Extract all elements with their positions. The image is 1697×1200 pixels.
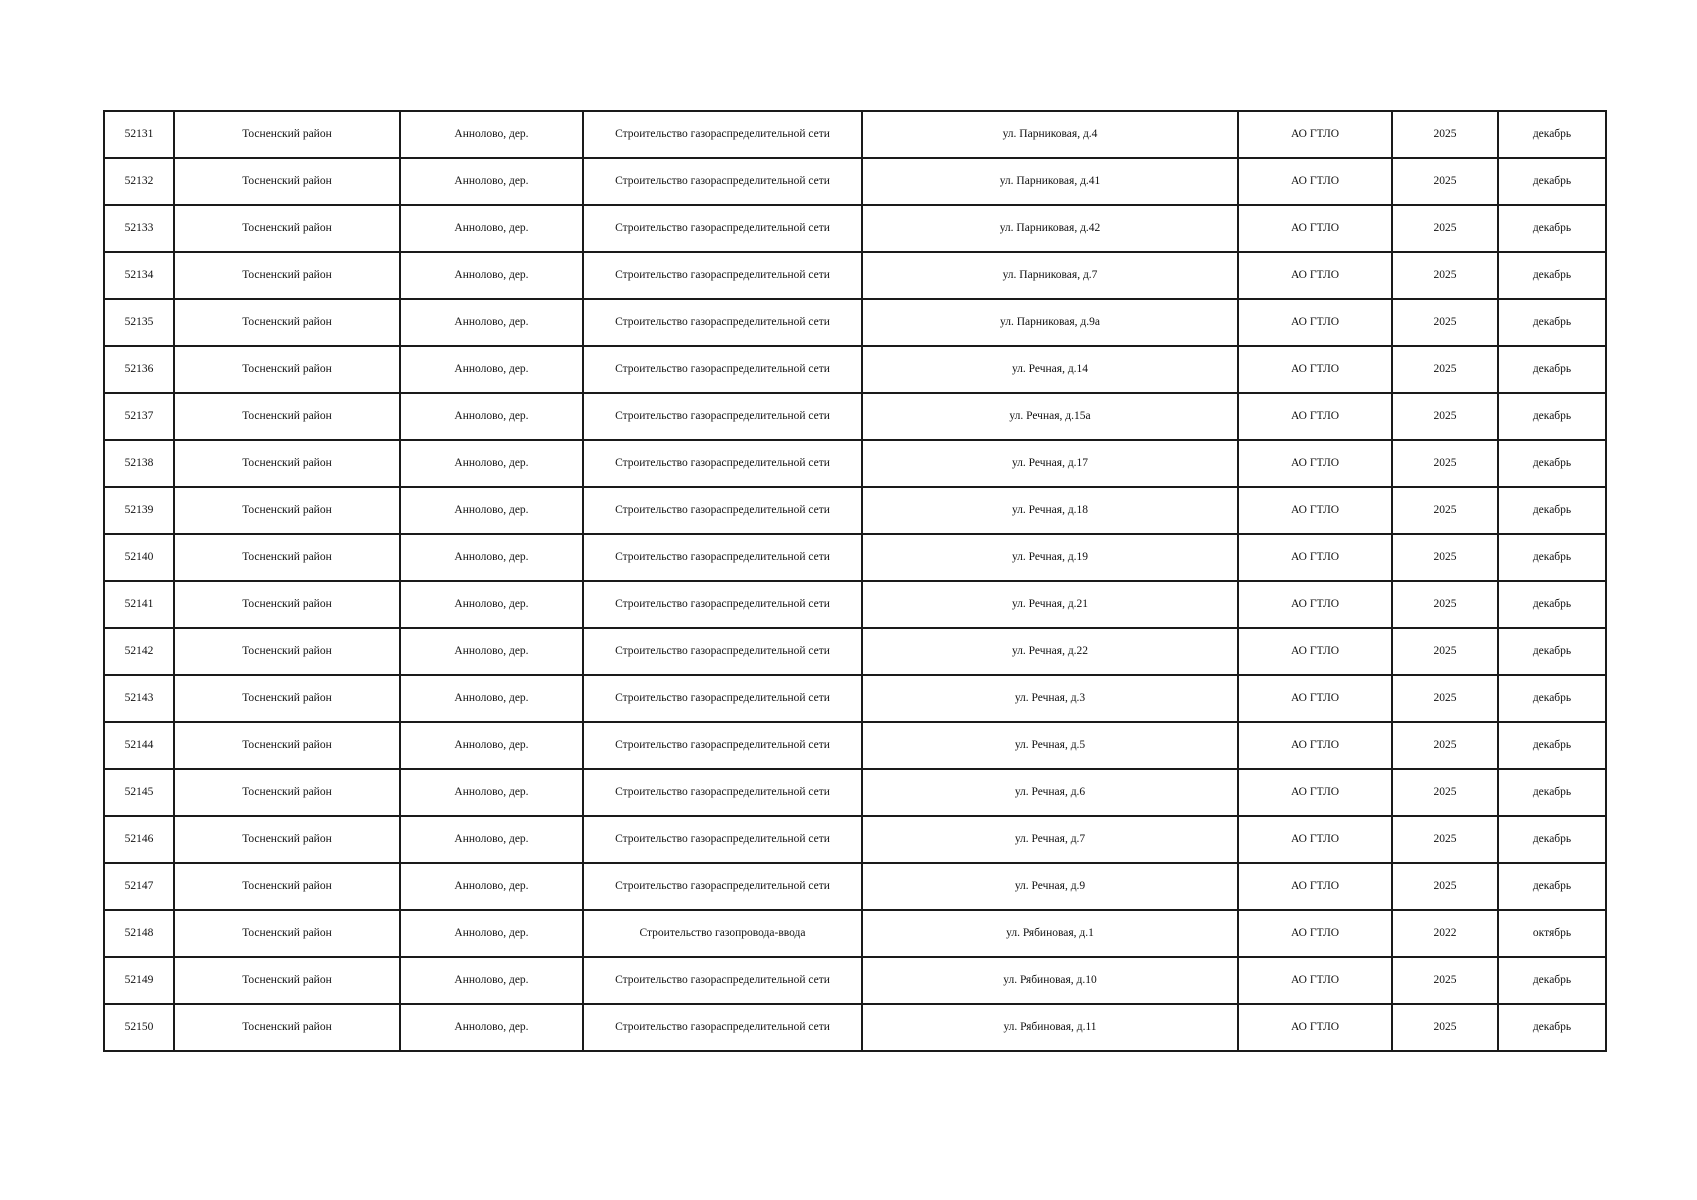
cell-address: ул. Парниковая, д.7 <box>862 252 1238 299</box>
cell-row-number: 52149 <box>104 957 174 1004</box>
cell-district: Тосненский район <box>174 205 400 252</box>
cell-month: декабрь <box>1498 816 1606 863</box>
cell-settlement: Аннолово, дер. <box>400 111 583 158</box>
cell-settlement: Аннолово, дер. <box>400 158 583 205</box>
cell-address: ул. Речная, д.5 <box>862 722 1238 769</box>
cell-organization: АО ГТЛО <box>1238 675 1392 722</box>
cell-work-type: Строительство газораспределительной сети <box>583 158 862 205</box>
cell-district: Тосненский район <box>174 628 400 675</box>
cell-row-number: 52138 <box>104 440 174 487</box>
table-row <box>104 769 1606 816</box>
cell-month: декабрь <box>1498 252 1606 299</box>
cell-year: 2025 <box>1392 158 1498 205</box>
cell-district: Тосненский район <box>174 1004 400 1051</box>
cell-organization: АО ГТЛО <box>1238 111 1392 158</box>
cell-district: Тосненский район <box>174 957 400 1004</box>
cell-district: Тосненский район <box>174 675 400 722</box>
cell-year: 2025 <box>1392 205 1498 252</box>
table-row <box>104 816 1606 863</box>
cell-year: 2025 <box>1392 487 1498 534</box>
cell-work-type: Строительство газораспределительной сети <box>583 722 862 769</box>
cell-month: декабрь <box>1498 863 1606 910</box>
cell-district: Тосненский район <box>174 863 400 910</box>
table-row <box>104 581 1606 628</box>
cell-organization: АО ГТЛО <box>1238 252 1392 299</box>
cell-month: декабрь <box>1498 205 1606 252</box>
cell-year: 2025 <box>1392 581 1498 628</box>
cell-organization: АО ГТЛО <box>1238 957 1392 1004</box>
cell-address: ул. Парниковая, д.4 <box>862 111 1238 158</box>
cell-work-type: Строительство газораспределительной сети <box>583 769 862 816</box>
cell-address: ул. Речная, д.7 <box>862 816 1238 863</box>
cell-work-type: Строительство газораспределительной сети <box>583 440 862 487</box>
cell-month: декабрь <box>1498 534 1606 581</box>
cell-district: Тосненский район <box>174 393 400 440</box>
cell-address: ул. Речная, д.3 <box>862 675 1238 722</box>
cell-year: 2025 <box>1392 769 1498 816</box>
table-body <box>104 111 1606 1051</box>
cell-address: ул. Речная, д.18 <box>862 487 1238 534</box>
cell-settlement: Аннолово, дер. <box>400 675 583 722</box>
cell-organization: АО ГТЛО <box>1238 628 1392 675</box>
cell-row-number: 52147 <box>104 863 174 910</box>
cell-district: Тосненский район <box>174 769 400 816</box>
cell-address: ул. Рябиновая, д.11 <box>862 1004 1238 1051</box>
cell-year: 2025 <box>1392 299 1498 346</box>
cell-settlement: Аннолово, дер. <box>400 722 583 769</box>
cell-organization: АО ГТЛО <box>1238 722 1392 769</box>
cell-address: ул. Речная, д.15а <box>862 393 1238 440</box>
table-row <box>104 534 1606 581</box>
cell-settlement: Аннолово, дер. <box>400 957 583 1004</box>
cell-row-number: 52133 <box>104 205 174 252</box>
gasification-table <box>103 110 1607 1052</box>
cell-district: Тосненский район <box>174 252 400 299</box>
cell-work-type: Строительство газораспределительной сети <box>583 487 862 534</box>
cell-settlement: Аннолово, дер. <box>400 299 583 346</box>
cell-month: декабрь <box>1498 111 1606 158</box>
cell-district: Тосненский район <box>174 111 400 158</box>
cell-district: Тосненский район <box>174 158 400 205</box>
cell-year: 2025 <box>1392 722 1498 769</box>
cell-work-type: Строительство газораспределительной сети <box>583 581 862 628</box>
cell-year: 2025 <box>1392 816 1498 863</box>
table-row <box>104 487 1606 534</box>
cell-organization: АО ГТЛО <box>1238 863 1392 910</box>
cell-work-type: Строительство газораспределительной сети <box>583 299 862 346</box>
cell-district: Тосненский район <box>174 581 400 628</box>
table-row <box>104 1004 1606 1051</box>
table-row <box>104 205 1606 252</box>
cell-district: Тосненский район <box>174 722 400 769</box>
cell-district: Тосненский район <box>174 816 400 863</box>
cell-month: декабрь <box>1498 722 1606 769</box>
cell-district: Тосненский район <box>174 299 400 346</box>
cell-month: декабрь <box>1498 957 1606 1004</box>
cell-settlement: Аннолово, дер. <box>400 769 583 816</box>
cell-settlement: Аннолово, дер. <box>400 816 583 863</box>
cell-organization: АО ГТЛО <box>1238 769 1392 816</box>
cell-row-number: 52131 <box>104 111 174 158</box>
cell-work-type: Строительство газораспределительной сети <box>583 393 862 440</box>
cell-work-type: Строительство газораспределительной сети <box>583 534 862 581</box>
cell-row-number: 52150 <box>104 1004 174 1051</box>
cell-row-number: 52139 <box>104 487 174 534</box>
cell-address: ул. Рябиновая, д.10 <box>862 957 1238 1004</box>
cell-organization: АО ГТЛО <box>1238 440 1392 487</box>
cell-row-number: 52142 <box>104 628 174 675</box>
table-row <box>104 252 1606 299</box>
cell-organization: АО ГТЛО <box>1238 910 1392 957</box>
cell-year: 2025 <box>1392 957 1498 1004</box>
table-row <box>104 722 1606 769</box>
cell-year: 2025 <box>1392 534 1498 581</box>
cell-row-number: 52148 <box>104 910 174 957</box>
cell-address: ул. Речная, д.21 <box>862 581 1238 628</box>
cell-work-type: Строительство газораспределительной сети <box>583 346 862 393</box>
cell-month: декабрь <box>1498 628 1606 675</box>
cell-year: 2022 <box>1392 910 1498 957</box>
cell-month: декабрь <box>1498 440 1606 487</box>
cell-organization: АО ГТЛО <box>1238 487 1392 534</box>
cell-work-type: Строительство газопровода-ввода <box>583 910 862 957</box>
cell-year: 2025 <box>1392 346 1498 393</box>
cell-settlement: Аннолово, дер. <box>400 440 583 487</box>
table-row <box>104 111 1606 158</box>
table-row <box>104 440 1606 487</box>
cell-month: декабрь <box>1498 769 1606 816</box>
cell-row-number: 52143 <box>104 675 174 722</box>
cell-work-type: Строительство газораспределительной сети <box>583 1004 862 1051</box>
cell-year: 2025 <box>1392 252 1498 299</box>
cell-district: Тосненский район <box>174 534 400 581</box>
table-row <box>104 299 1606 346</box>
cell-month: декабрь <box>1498 346 1606 393</box>
cell-address: ул. Речная, д.17 <box>862 440 1238 487</box>
cell-settlement: Аннолово, дер. <box>400 393 583 440</box>
cell-settlement: Аннолово, дер. <box>400 1004 583 1051</box>
cell-settlement: Аннолово, дер. <box>400 910 583 957</box>
cell-month: декабрь <box>1498 675 1606 722</box>
cell-work-type: Строительство газораспределительной сети <box>583 675 862 722</box>
cell-organization: АО ГТЛО <box>1238 205 1392 252</box>
cell-organization: АО ГТЛО <box>1238 1004 1392 1051</box>
cell-work-type: Строительство газораспределительной сети <box>583 205 862 252</box>
cell-settlement: Аннолово, дер. <box>400 487 583 534</box>
table-row <box>104 346 1606 393</box>
cell-district: Тосненский район <box>174 910 400 957</box>
cell-month: декабрь <box>1498 1004 1606 1051</box>
cell-row-number: 52145 <box>104 769 174 816</box>
cell-organization: АО ГТЛО <box>1238 158 1392 205</box>
cell-address: ул. Парниковая, д.42 <box>862 205 1238 252</box>
cell-year: 2025 <box>1392 111 1498 158</box>
cell-address: ул. Парниковая, д.41 <box>862 158 1238 205</box>
cell-row-number: 52144 <box>104 722 174 769</box>
cell-year: 2025 <box>1392 863 1498 910</box>
cell-address: ул. Речная, д.14 <box>862 346 1238 393</box>
cell-year: 2025 <box>1392 393 1498 440</box>
cell-settlement: Аннолово, дер. <box>400 863 583 910</box>
cell-year: 2025 <box>1392 675 1498 722</box>
cell-work-type: Строительство газораспределительной сети <box>583 628 862 675</box>
cell-address: ул. Речная, д.22 <box>862 628 1238 675</box>
cell-organization: АО ГТЛО <box>1238 581 1392 628</box>
cell-year: 2025 <box>1392 628 1498 675</box>
cell-organization: АО ГТЛО <box>1238 299 1392 346</box>
cell-year: 2025 <box>1392 1004 1498 1051</box>
cell-work-type: Строительство газораспределительной сети <box>583 252 862 299</box>
cell-work-type: Строительство газораспределительной сети <box>583 111 862 158</box>
table-row <box>104 158 1606 205</box>
cell-district: Тосненский район <box>174 440 400 487</box>
cell-row-number: 52140 <box>104 534 174 581</box>
cell-organization: АО ГТЛО <box>1238 816 1392 863</box>
cell-organization: АО ГТЛО <box>1238 534 1392 581</box>
cell-month: декабрь <box>1498 487 1606 534</box>
cell-month: декабрь <box>1498 299 1606 346</box>
cell-year: 2025 <box>1392 440 1498 487</box>
cell-settlement: Аннолово, дер. <box>400 581 583 628</box>
cell-address: ул. Рябиновая, д.1 <box>862 910 1238 957</box>
cell-settlement: Аннолово, дер. <box>400 252 583 299</box>
cell-district: Тосненский район <box>174 487 400 534</box>
cell-district: Тосненский район <box>174 346 400 393</box>
cell-organization: АО ГТЛО <box>1238 346 1392 393</box>
cell-address: ул. Парниковая, д.9а <box>862 299 1238 346</box>
table-row <box>104 957 1606 1004</box>
table-row <box>104 675 1606 722</box>
cell-month: октябрь <box>1498 910 1606 957</box>
table-row <box>104 628 1606 675</box>
table-row <box>104 910 1606 957</box>
cell-work-type: Строительство газораспределительной сети <box>583 816 862 863</box>
cell-address: ул. Речная, д.9 <box>862 863 1238 910</box>
cell-settlement: Аннолово, дер. <box>400 628 583 675</box>
cell-address: ул. Речная, д.6 <box>862 769 1238 816</box>
table-row <box>104 863 1606 910</box>
cell-organization: АО ГТЛО <box>1238 393 1392 440</box>
cell-settlement: Аннолово, дер. <box>400 534 583 581</box>
cell-month: декабрь <box>1498 581 1606 628</box>
cell-month: декабрь <box>1498 158 1606 205</box>
cell-row-number: 52136 <box>104 346 174 393</box>
cell-work-type: Строительство газораспределительной сети <box>583 863 862 910</box>
cell-row-number: 52132 <box>104 158 174 205</box>
cell-row-number: 52134 <box>104 252 174 299</box>
cell-row-number: 52141 <box>104 581 174 628</box>
cell-row-number: 52135 <box>104 299 174 346</box>
cell-settlement: Аннолово, дер. <box>400 346 583 393</box>
table-row <box>104 393 1606 440</box>
cell-month: декабрь <box>1498 393 1606 440</box>
cell-work-type: Строительство газораспределительной сети <box>583 957 862 1004</box>
cell-row-number: 52137 <box>104 393 174 440</box>
cell-row-number: 52146 <box>104 816 174 863</box>
cell-address: ул. Речная, д.19 <box>862 534 1238 581</box>
cell-settlement: Аннолово, дер. <box>400 205 583 252</box>
